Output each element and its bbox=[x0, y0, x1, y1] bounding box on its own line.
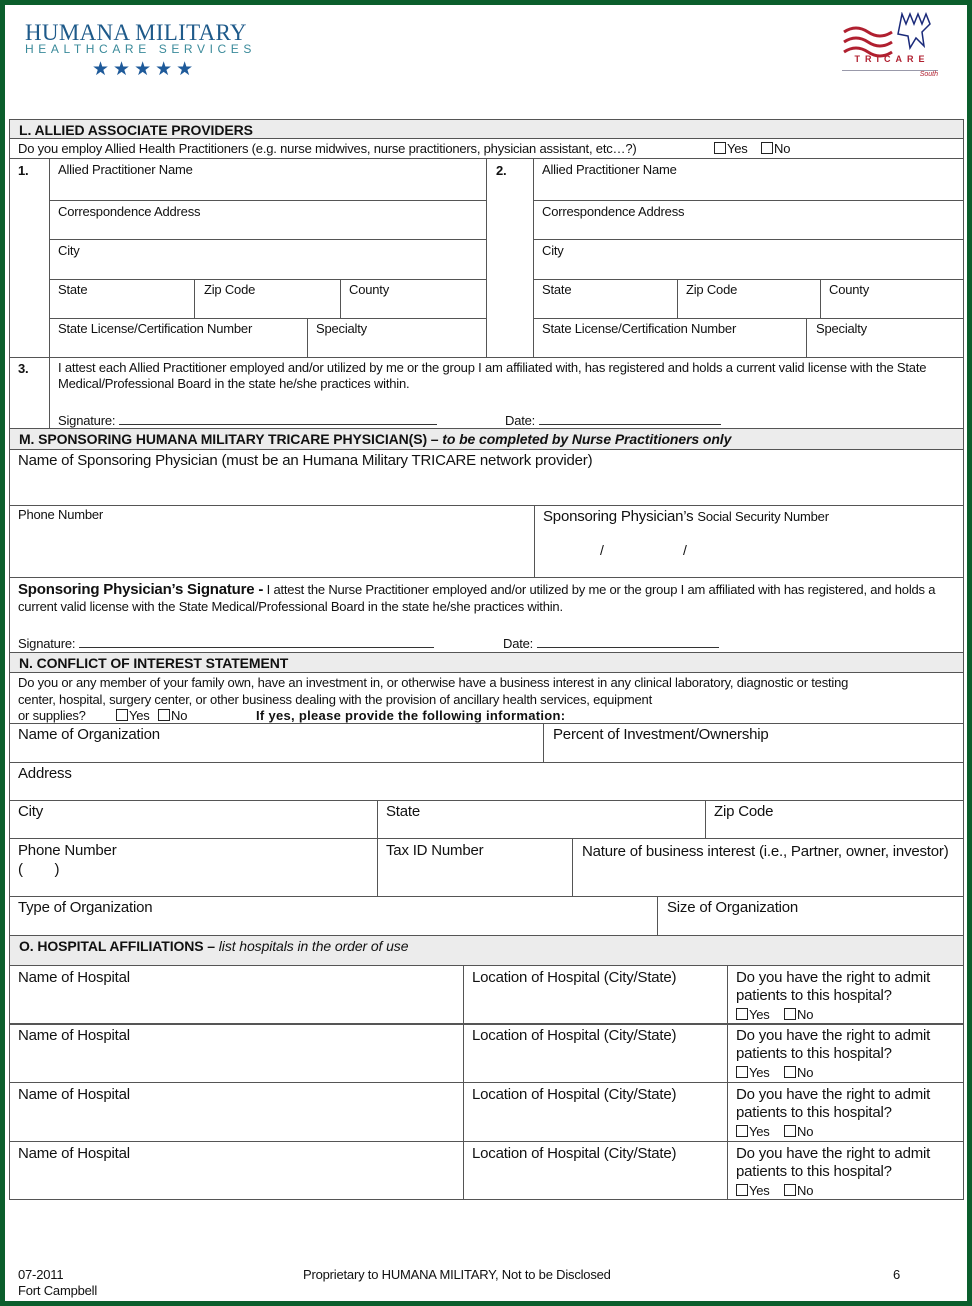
divider bbox=[486, 158, 534, 358]
hospital-row bbox=[0, 1141, 972, 1200]
field-label: Name of Hospital bbox=[18, 1086, 130, 1103]
logo-subtext: HEALTHCARE SERVICES bbox=[25, 42, 256, 56]
admit-yes-checkbox[interactable]: Yes bbox=[736, 1183, 770, 1198]
admit-no-checkbox[interactable]: No bbox=[784, 1007, 813, 1022]
field-label: Zip Code bbox=[204, 282, 256, 297]
field-label: City bbox=[18, 803, 44, 820]
field-label: City bbox=[542, 243, 564, 258]
field-label: Location of Hospital (City/State) bbox=[472, 1145, 677, 1162]
allied-date-field[interactable]: Date: bbox=[505, 413, 721, 428]
field-label: County bbox=[349, 282, 389, 297]
admit-no-checkbox[interactable]: No bbox=[784, 1183, 813, 1198]
admit-yes-checkbox[interactable]: Yes bbox=[736, 1007, 770, 1022]
tricare-logo bbox=[842, 12, 942, 82]
field-label: Name of Organization bbox=[18, 726, 160, 743]
field-label: State License/Certification Number bbox=[542, 321, 737, 336]
section-n-header: N. CONFLICT OF INTEREST STATEMENT bbox=[9, 652, 964, 673]
field-label: Location of Hospital (City/State) bbox=[472, 1027, 677, 1044]
admit-question: Do you have the right to admit patients to this hospital? bbox=[736, 1145, 931, 1180]
sponsor-signature-field[interactable]: Signature: bbox=[18, 636, 434, 651]
footer-date: 07-2011 bbox=[18, 1267, 64, 1282]
divider bbox=[9, 357, 50, 429]
field-label: State bbox=[386, 803, 421, 820]
sponsor-date-field[interactable]: Date: bbox=[503, 636, 719, 651]
field-label: Phone Number bbox=[18, 507, 104, 522]
admit-no-checkbox[interactable]: No bbox=[784, 1065, 813, 1080]
admit-yes-checkbox[interactable]: Yes bbox=[736, 1065, 770, 1080]
phone-area-code: ( ) bbox=[18, 861, 60, 878]
footer-location: Fort Campbell bbox=[18, 1283, 98, 1298]
field-label: Zip Code bbox=[714, 803, 774, 820]
attest-number: 3. bbox=[18, 361, 29, 376]
page-number: 6 bbox=[893, 1267, 901, 1282]
admit-question: Do you have the right to admit patients to this hospital? bbox=[736, 1086, 931, 1121]
field-label: Specialty bbox=[316, 321, 367, 336]
admit-no-checkbox[interactable]: No bbox=[784, 1124, 813, 1139]
attest-text: I attest each Allied Practitioner employed and/or utilized by me or the group I am affiliated with, has registered and holds a current valid license with the State Medical/Professional Board in the state he/she practices within. bbox=[58, 360, 927, 391]
field-label: Name of Hospital bbox=[18, 1027, 130, 1044]
provider-1-city-field[interactable] bbox=[49, 239, 487, 280]
allied-question: Do you employ Allied Health Practitioners (e.g. nurse midwives, nurse practitioners, physician assistant, etc…?) bbox=[18, 141, 637, 156]
field-label: Location of Hospital (City/State) bbox=[472, 1086, 677, 1103]
allied-signature-field[interactable]: Signature: bbox=[58, 413, 437, 428]
provider-2-city-field[interactable] bbox=[533, 239, 964, 280]
field-label: Address bbox=[18, 765, 72, 782]
field-label: Correspondence Address bbox=[58, 204, 201, 219]
field-label: Phone Number bbox=[18, 842, 117, 859]
field-label: Allied Practitioner Name bbox=[58, 162, 193, 177]
field-label: Tax ID Number bbox=[386, 842, 484, 859]
section-m-header: M. SPONSORING HUMANA MILITARY TRICARE PHYSICIAN(S) – to be completed by Nurse Practitioners only bbox=[9, 428, 964, 450]
conflict-no-checkbox[interactable]: No bbox=[158, 708, 187, 723]
provider-number: 2. bbox=[496, 163, 507, 178]
field-label: Correspondence Address bbox=[542, 204, 685, 219]
ssn-separator: / bbox=[600, 542, 604, 558]
sponsor-attest-text: Sponsoring Physician’s Signature - I attest the Nurse Practitioner employed and/or utilized by me or the group I am affiliated with has registered, and holds a current valid license with the State Medical/Professional Board in the state he/she practices within. bbox=[18, 581, 936, 614]
field-label: Allied Practitioner Name bbox=[542, 162, 677, 177]
hospital-row bbox=[0, 965, 972, 1024]
logo-text: HUMANA MILITARY bbox=[25, 20, 247, 45]
tricare-region: South bbox=[842, 70, 938, 78]
footer-notice: Proprietary to HUMANA MILITARY, Not to be Disclosed bbox=[303, 1267, 611, 1282]
tricare-text: TRICARE bbox=[854, 54, 930, 64]
admit-yes-checkbox[interactable]: Yes bbox=[736, 1124, 770, 1139]
field-label: State License/Certification Number bbox=[58, 321, 253, 336]
conflict-yes-checkbox[interactable]: Yes bbox=[116, 708, 150, 723]
field-label: State bbox=[58, 282, 88, 297]
field-label: Size of Organization bbox=[667, 899, 799, 916]
admit-question: Do you have the right to admit patients to this hospital? bbox=[736, 1027, 931, 1062]
conflict-question-end: or supplies? bbox=[18, 708, 86, 723]
provider-number: 1. bbox=[18, 163, 29, 178]
field-label: Nature of business interest (i.e., Partner, owner, investor) bbox=[582, 843, 949, 860]
org-state-field[interactable] bbox=[377, 800, 706, 839]
hospital-row bbox=[0, 1082, 972, 1141]
field-label: Name of Hospital bbox=[18, 1145, 130, 1162]
stars-icon: ★★★★★ bbox=[92, 59, 198, 80]
section-l-header: L. ALLIED ASSOCIATE PROVIDERS bbox=[9, 119, 964, 139]
field-label: City bbox=[58, 243, 80, 258]
section-o-header: O. HOSPITAL AFFILIATIONS – list hospitals in the order of use bbox=[9, 935, 964, 966]
field-label: Specialty bbox=[816, 321, 867, 336]
allied-no-checkbox[interactable]: No bbox=[761, 141, 790, 156]
allied-yes-checkbox[interactable]: Yes bbox=[714, 141, 748, 156]
field-label: Sponsoring Physician’s Social Security Number bbox=[543, 508, 829, 525]
field-label: Location of Hospital (City/State) bbox=[472, 969, 677, 986]
org-city-field[interactable] bbox=[9, 800, 378, 839]
field-label: Zip Code bbox=[686, 282, 738, 297]
field-label: County bbox=[829, 282, 869, 297]
field-label: State bbox=[542, 282, 572, 297]
conflict-question: Do you or any member of your family own, have an investment in, or otherwise have a business interest in any clinical laboratory, diagnostic or testing center, hospital, surgery center, or other business dealing with the provision of ancillary health services, equipment bbox=[18, 675, 849, 707]
org-address-field[interactable] bbox=[9, 762, 964, 801]
field-label: Name of Sponsoring Physician (must be an Humana Military TRICARE network provider) bbox=[18, 452, 593, 469]
field-label: Type of Organization bbox=[18, 899, 153, 916]
field-label: Name of Hospital bbox=[18, 969, 130, 986]
admit-question: Do you have the right to admit patients to this hospital? bbox=[736, 969, 931, 1004]
field-label: Percent of Investment/Ownership bbox=[553, 726, 769, 743]
if-yes-instruction: If yes, please provide the following information: bbox=[256, 708, 566, 723]
ssn-separator: / bbox=[683, 542, 687, 558]
hospital-row bbox=[0, 1023, 972, 1082]
